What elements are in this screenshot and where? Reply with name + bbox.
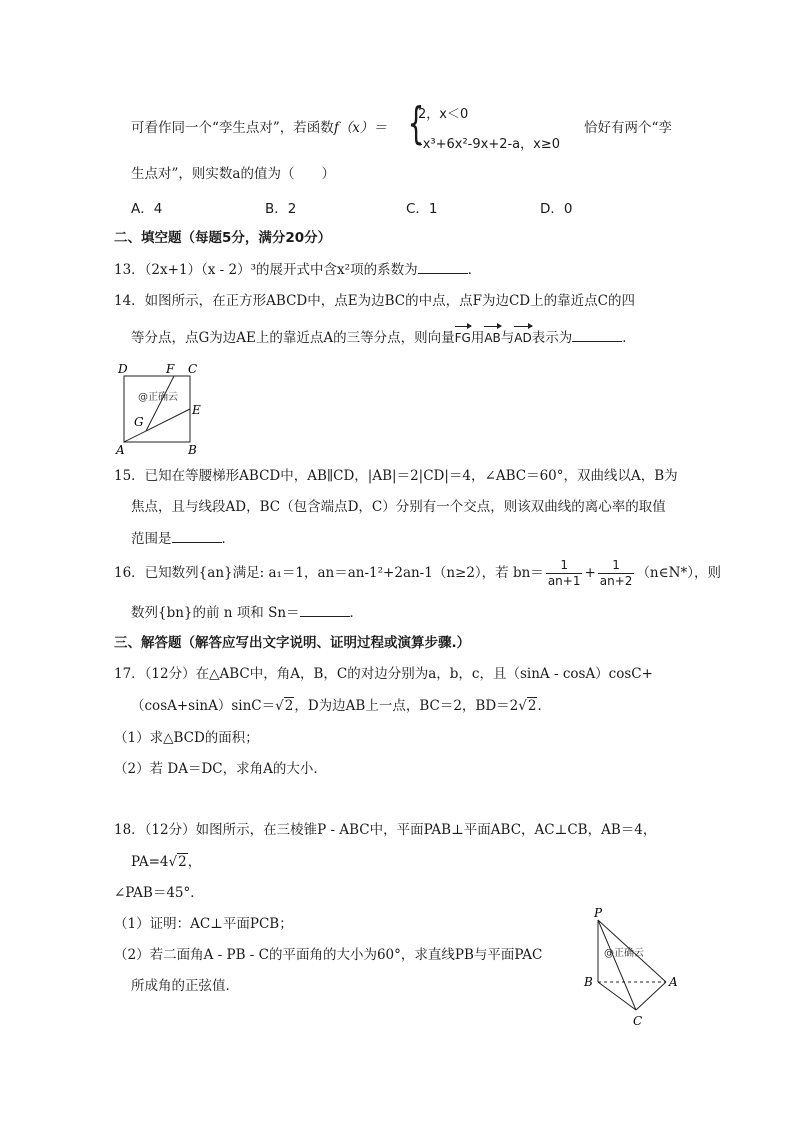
q18-line1: 18．（12分）如图所示，在三棱锥P - ABC中，平面PAB⊥平面ABC，AC⊥CB，AB＝4，: [114, 822, 657, 838]
q18-sqrt-a: 2: [178, 854, 187, 870]
figure-label-p: P: [594, 906, 603, 920]
watermark: @正确云: [604, 948, 644, 959]
q13-blank: [418, 259, 468, 274]
q12-piece1: 2，x＜0: [418, 107, 469, 122]
q17-part1: （1）求△BCD的面积；: [114, 730, 259, 746]
q17-sqrt-a: 2: [284, 698, 294, 714]
figure-label-c: C: [188, 362, 198, 376]
figure-label-e: E: [192, 403, 201, 417]
frac2-den: an+2: [599, 574, 633, 588]
figure-label-b: B: [188, 443, 197, 457]
figure-label-a: A: [116, 443, 125, 457]
q16-line2-text: 数列{bn}的前 n 项和 Sn＝: [131, 605, 300, 621]
q18-pyramid-figure: [580, 906, 690, 1030]
watermark: @正确云: [138, 392, 178, 403]
q16-fraction-1: [546, 558, 583, 589]
q17-line2: [131, 696, 551, 716]
figure-label-c: C: [633, 1014, 643, 1028]
q16-line2: [131, 602, 363, 623]
section-3-heading: 三、解答题（解答应写出文字说明、证明过程或演算步骤.）: [114, 635, 471, 651]
q16-end: ．: [349, 605, 364, 621]
q18-line2: [131, 852, 201, 872]
q12-func: f（x）＝: [333, 120, 387, 136]
sqrt-sign: √: [518, 698, 527, 714]
sqrt-sign: √: [168, 854, 178, 870]
q14-line2-a: 等分点，点G为边AE上的靠近点A的三等分点，则向量: [131, 330, 455, 346]
q13-end: ．: [467, 262, 482, 278]
figure-label-b: B: [584, 975, 593, 989]
q18-part3: 所成角的正弦值．: [131, 978, 239, 994]
figure-label-g: G: [134, 415, 144, 429]
q16-plus: +: [584, 565, 596, 581]
q18-line2-b: ，: [187, 854, 202, 870]
q15-end: ．: [221, 531, 235, 547]
figure-label-a: A: [669, 975, 678, 989]
vector-ab: AB: [484, 328, 500, 348]
q17-part2: （2）若 DA＝DC，求角A的大小．: [114, 761, 327, 777]
frac1-den: an+1: [547, 574, 581, 588]
q15-line1: 15．已知在等腰梯形ABCD中，AB∥CD，|AB|＝2|CD|＝4，∠ABC＝60°，双曲线以A，B为: [114, 468, 678, 484]
figure-label-f: F: [166, 362, 175, 376]
q12-option-b: B．2: [265, 201, 297, 217]
q14-square-figure: [112, 358, 212, 458]
q12-line1-text: 可看作同一个“孪生点对”，若函数: [131, 120, 334, 136]
q15-line3: [131, 528, 235, 549]
q14-end: ．: [622, 330, 636, 346]
frac2-num: 1: [598, 558, 635, 574]
q15-line3-text: 范围是: [131, 531, 172, 547]
q12-line2: 生点对”，则实数a的值为（ ）: [131, 166, 335, 182]
q18-part1: （1）证明：AC⊥平面PCB；: [114, 916, 293, 932]
section-2-heading: 二、填空题（每题5分，满分20分）: [114, 230, 332, 246]
q15-line2: 焦点，且与线段AD，BC（包含端点D，C）分别有一个交点，则该双曲线的离心率的取值: [131, 499, 666, 515]
q16-line1-a: 16．已知数列{an}满足: a₁＝1，an＝an-1²+2an-1（n≥2），若 bn＝: [114, 565, 544, 581]
sqrt-sign: √: [275, 698, 284, 714]
q12-line1-after: 恰好有两个“孪: [584, 120, 672, 136]
q17-line2-c: ．: [537, 698, 551, 714]
q14-line2-d: 表示为: [531, 330, 573, 346]
q18-line3: ∠PAB＝45°．: [114, 885, 204, 901]
q13: [114, 259, 481, 280]
vector-ad: AD: [514, 328, 531, 348]
q12-option-a: A．4: [131, 201, 163, 217]
q15-blank: [172, 528, 222, 543]
q18-part2: （2）若二面角A - PB - C的平面角的大小为60°，求直线PB与平面PAC: [114, 947, 543, 963]
q17-sqrt-b: 2: [527, 698, 537, 714]
q13-text: 13．（2x+1）（x - 2）³的展开式中含x²项的系数为: [114, 262, 418, 278]
q17-line1: 17．（12分）在△ABC中，角A，B，C的对边分别为a，b，c，且（sinA - cosA）cosC+: [114, 666, 653, 682]
q14-line1: 14．如图所示，在正方形ABCD中，点E为边BC的中点，点F为边CD上的靠近点C的四: [114, 293, 635, 309]
q12-option-d: D．0: [540, 201, 573, 217]
vector-fg: FG: [455, 328, 471, 348]
figure-label-d: D: [118, 362, 128, 376]
q12-option-c: C．1: [406, 201, 438, 217]
q17-line2-a: （cosA+sinA）sinC＝: [131, 698, 276, 714]
q16-fraction-2: [598, 558, 635, 589]
q18-line2-a: PA=4: [131, 854, 169, 870]
q14-blank: [572, 327, 622, 342]
piecewise-brace: {: [407, 98, 425, 149]
q14-line2-c: 与: [500, 330, 515, 346]
q17-line2-b: ，D为边AB上一点，BC＝2，BD＝2: [294, 698, 519, 714]
q16-blank: [300, 602, 350, 617]
q12-piece2: -x³+6x²-9x+2-a，x≥0: [418, 137, 560, 152]
q16-line1: [114, 557, 721, 589]
q16-line1-b: （n∈N*），则: [636, 565, 721, 581]
q14-line2-b: 用: [470, 330, 485, 346]
q14-line2: [131, 327, 636, 348]
q12-line1: [131, 118, 387, 138]
frac1-num: 1: [546, 558, 583, 574]
